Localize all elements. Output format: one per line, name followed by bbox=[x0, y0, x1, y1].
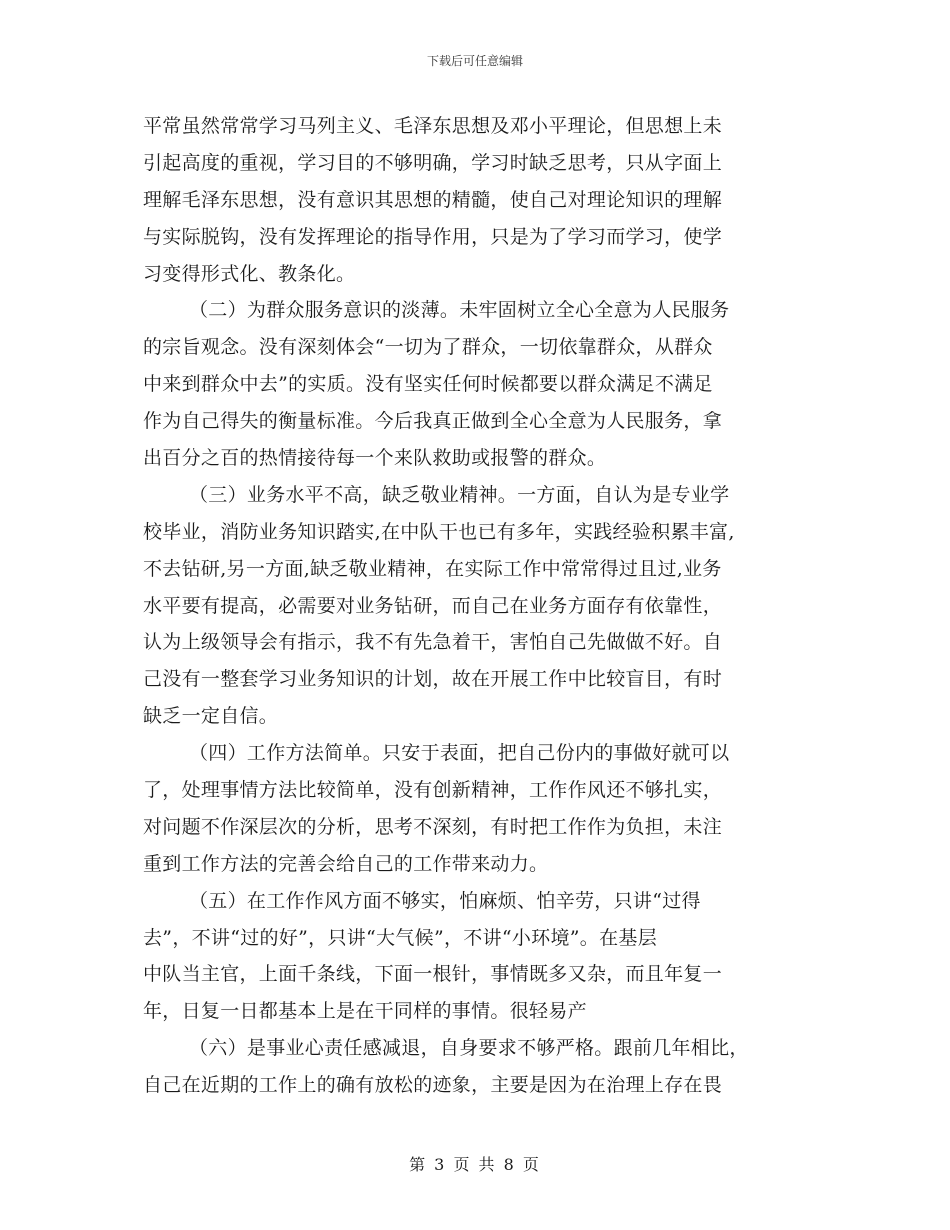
text-line: 了，处理事情方法比较简单，没有创新精神，工作作风还不够扎实， bbox=[143, 779, 723, 802]
text-line: 对问题不作深层次的分析，思考不深刻，有时把工作作为负担，未注 bbox=[143, 815, 723, 838]
paragraph-start-line: （四）工作方法简单。只安于表面，把自己份内的事做好就可以 bbox=[189, 742, 730, 765]
text-line: 的宗旨观念。没有深刻体会“一切为了群众，一切依靠群众，从群众 bbox=[143, 336, 713, 359]
paragraph-start-line: （三）业务水平不高，缺乏敬业精神。一方面，自认为是专业学 bbox=[189, 483, 730, 506]
text-line: 校毕业，消防业务知识踏实,在中队干也已有多年，实践经验积累丰富, bbox=[143, 520, 735, 543]
text-line: 理解毛泽东思想，没有意识其思想的精髓，使自己对理论知识的理解 bbox=[143, 188, 723, 211]
document-body bbox=[143, 108, 813, 1104]
text-line: 自己在近期的工作上的确有放松的迹象，主要是因为在治理上存在畏 bbox=[143, 1074, 723, 1097]
text-line: 作为自己得失的衡量标准。今后我真正做到全心全意为人民服务，拿 bbox=[143, 410, 723, 433]
text-line: 与实际脱钩，没有发挥理论的指导作用，只是为了学习而学习，使学 bbox=[143, 225, 723, 248]
text-line: 己没有一整套学习业务知识的计划，故在开展工作中比较盲目，有时 bbox=[143, 668, 723, 691]
text-line: 不去钻研,另一方面,缺乏敬业精神，在实际工作中常常得过且过,业务 bbox=[143, 557, 722, 580]
text-line: 去”，不讲“过的好”，只讲“大气候”，不讲“小环境”。在基层 bbox=[143, 926, 657, 949]
text-line: 年，日复一日都基本上是在干同样的事情。很轻易产 bbox=[143, 1000, 587, 1023]
text-line: 习变得形式化、教条化。 bbox=[143, 262, 356, 285]
text-line: 中队当主官，上面千条线，下面一根针，事情既多又杂，而且年复一 bbox=[143, 963, 723, 986]
page-header: 下载后可任意编辑 bbox=[426, 54, 523, 68]
text-line: 引起高度的重视，学习目的不够明确，学习时缺乏思考，只从字面上 bbox=[143, 151, 723, 174]
text-line: 缺乏一定自信。 bbox=[143, 705, 279, 728]
text-line: 中来到群众中去”的实质。没有坚实任何时候都要以群众满足不满足 bbox=[143, 373, 713, 396]
page-footer: 第 3 页 共 8 页 bbox=[409, 1155, 541, 1174]
text-line: 出百分之百的热情接待每一个来队救助或报警的群众。 bbox=[143, 447, 607, 470]
text-line: 认为上级领导会有指示，我不有先急着干，害怕自己先做做不好。自 bbox=[143, 631, 723, 654]
paragraph-start-line: （五）在工作作风方面不够实，怕麻烦、怕辛劳，只讲“过得 bbox=[189, 889, 701, 912]
paragraph-start-line: （六）是事业心责任感减退，自身要求不够严格。跟前几年相比， bbox=[189, 1037, 749, 1060]
text-line: 平常虽然常常学习马列主义、毛泽东思想及邓小平理论，但思想上未 bbox=[143, 115, 723, 137]
text-line: 重到工作方法的完善会给自己的工作带来动力。 bbox=[143, 852, 549, 875]
paragraph-start-line: （二）为群众服务意识的淡薄。未牢固树立全心全意为人民服务 bbox=[189, 299, 730, 322]
text-line: 水平要有提高，必需要对业务钻研，而自己在业务方面存有依靠性， bbox=[143, 594, 723, 617]
